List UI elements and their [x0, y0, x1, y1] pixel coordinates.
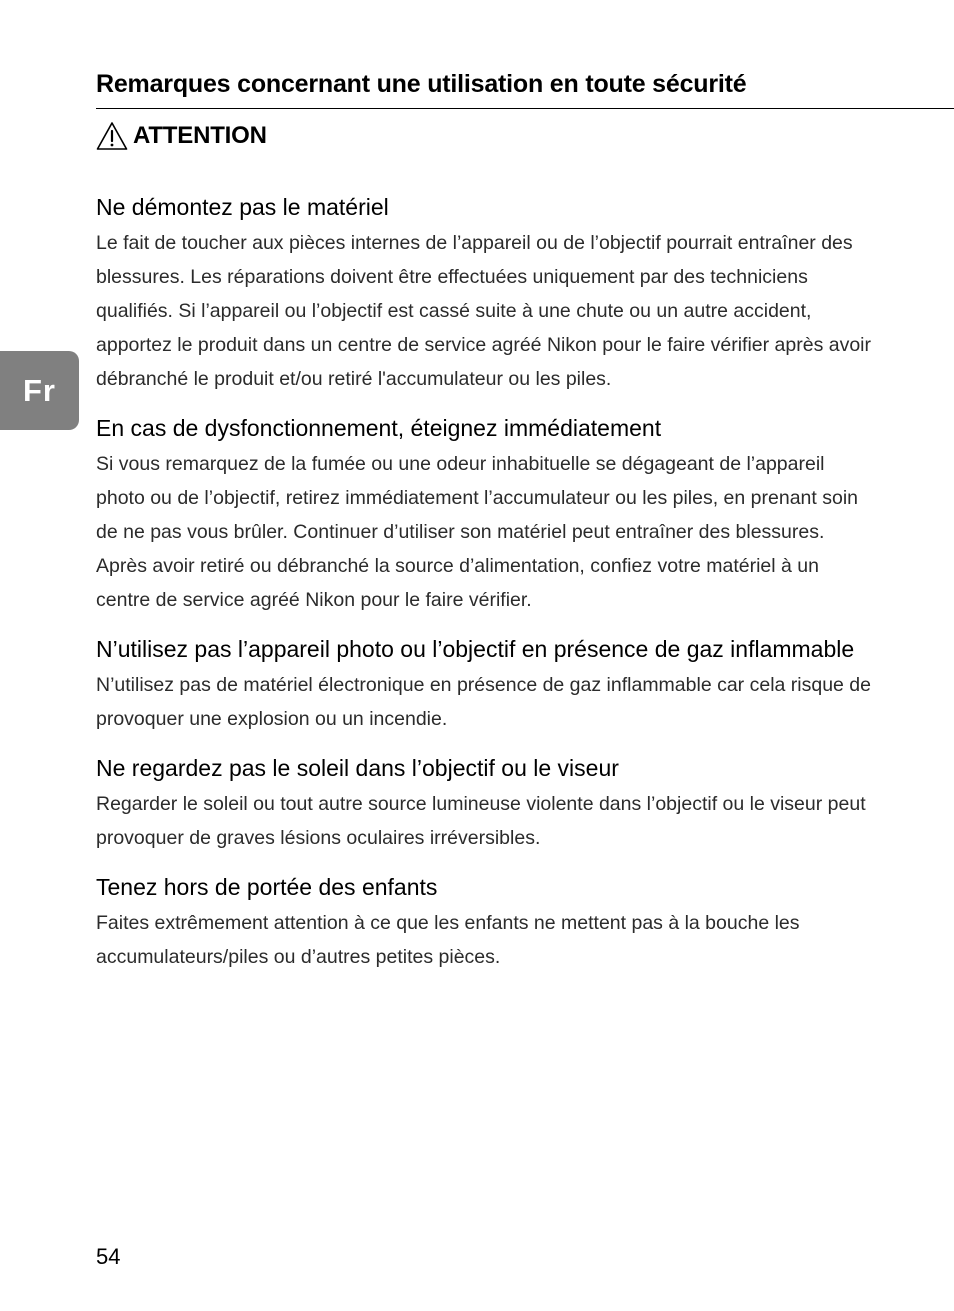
section-body: N’utilisez pas de matériel électronique en présence de gaz inflammable car cela risque de provoquer une explosion ou un incendie. — [96, 674, 872, 730]
section-body: Si vous remarquez de la fumée ou une odeur inhabituelle se dégageant de l’appareil photo ou de l’objectif, retirez immédiatement l’accumulateur ou les piles, en prenant soin de ne pas vous brûler. Continuer d’utiliser son matériel peut entraîner des blessures. Après avoir retiré ou débranché la source d’alimentation, confiez votre matériel à un centre de service agréé Nikon pour le faire vérifier. — [96, 453, 858, 611]
section-heading: Ne démontez pas le matériel — [96, 194, 389, 220]
section-flammable-gas — [96, 630, 876, 736]
section-body: Regarder le soleil ou tout autre source lumineuse violente dans l’objectif ou le viseur peut provoquer de graves lésions oculaires irréversibles. — [96, 793, 866, 849]
section-disassembly — [96, 188, 876, 396]
section-heading: N’utilisez pas l’appareil photo ou l’objectif en présence de gaz inflammable — [96, 636, 855, 662]
caution-label: ATTENTION — [133, 122, 267, 149]
section-heading: En cas de dysfonctionnement, éteignez immédiatement — [96, 415, 662, 441]
caution-heading — [96, 120, 267, 152]
page-number: 54 — [96, 1244, 121, 1269]
section-children — [96, 868, 876, 974]
title-divider — [96, 108, 954, 109]
section-heading: Ne regardez pas le soleil dans l’objectif ou le viseur — [96, 755, 619, 781]
warning-triangle-icon — [96, 121, 128, 151]
section-heading: Tenez hors de portée des enfants — [96, 874, 438, 900]
language-tab: Fr — [0, 351, 79, 430]
page-title: Remarques concernant une utilisation en toute sécurité — [96, 70, 747, 98]
section-body: Faites extrêmement attention à ce que les enfants ne mettent pas à la bouche les accumulateurs/piles ou d’autres petites pièces. — [96, 912, 800, 968]
section-body: Le fait de toucher aux pièces internes de l’appareil ou de l’objectif pourrait entraîner des blessures. Les réparations doivent être effectuées uniquement par des techniciens qualifiés. Si l’appareil ou l’objectif est cassé suite à une chute ou un autre accident, apportez le produit dans un centre de service agréé Nikon pour le faire vérifier après avoir débranché le produit et/ou retiré l'accumulateur ou les piles. — [96, 232, 872, 390]
safety-notes — [96, 188, 876, 974]
section-sun — [96, 749, 876, 855]
section-malfunction — [96, 409, 876, 617]
